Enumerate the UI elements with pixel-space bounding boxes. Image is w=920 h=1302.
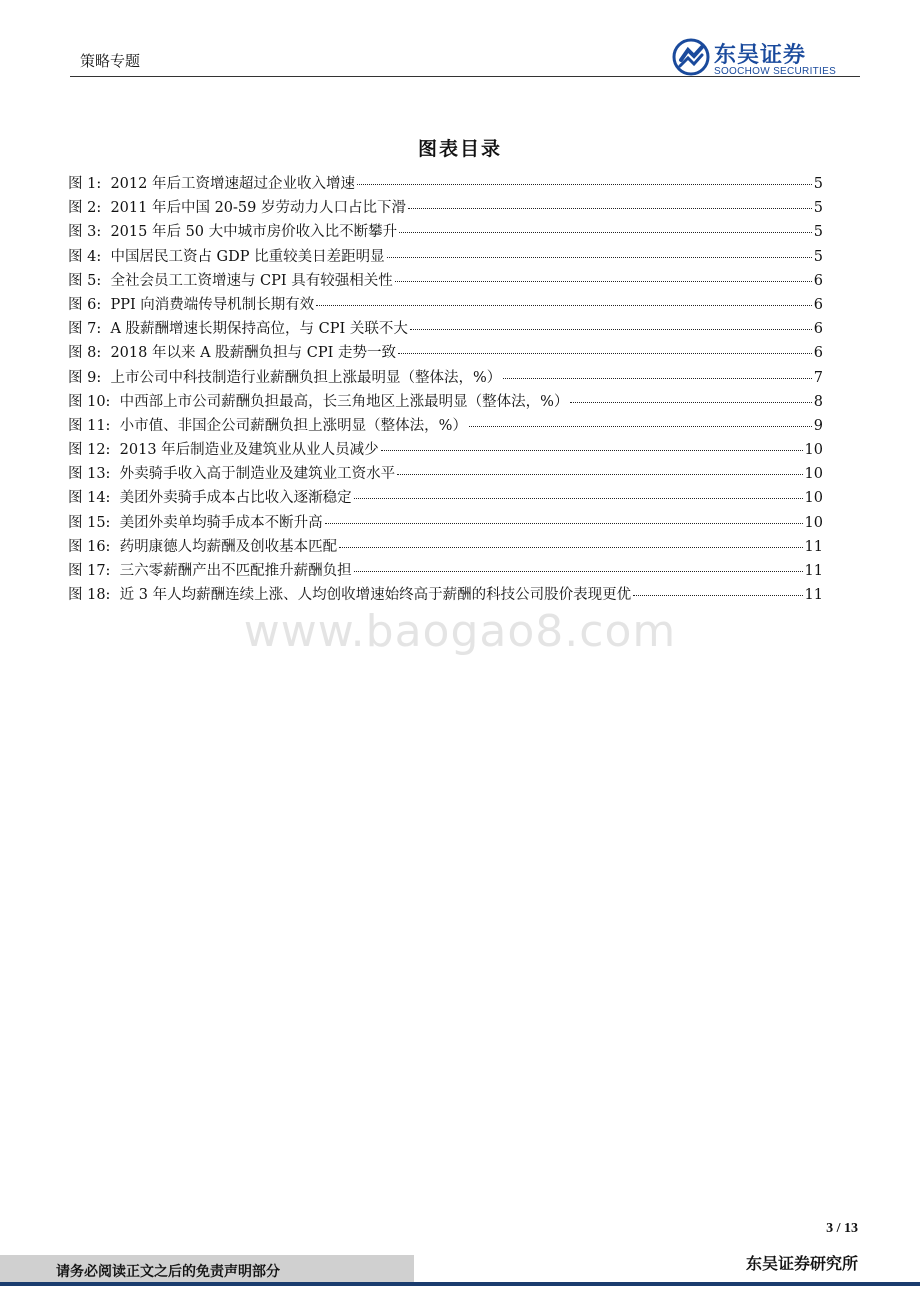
toc-entry[interactable] [68,414,823,438]
toc-entry-figure-number: 图 8: [68,345,102,362]
toc-entry-leader [395,281,812,282]
toc-entry-page: 8 [813,393,823,410]
toc-entry-figure-number: 图 9: [68,369,102,386]
toc-entry-leader [316,305,811,306]
toc-entry-leader [381,450,803,451]
logo-name-en: SOOCHOW SECURITIES [714,66,837,77]
toc-entry-page: 6 [813,296,823,313]
toc-entry[interactable] [68,535,823,559]
toc-entry-figure-number: 图 17: [68,563,111,579]
toc-entry-figure-number: 图 18: [68,587,111,604]
toc-entry[interactable] [68,341,823,365]
toc-entry-figure-number: 图 5: [68,272,102,289]
toc-entry-label: 2015 年后 50 大中城市房价收入比不断攀升 [110,224,398,241]
toc-entry-page: 10 [804,514,823,531]
toc-entry-label: PPI 向消费端传导机制长期有效 [110,296,315,313]
toc-entry-figure-number: 图 7: [68,321,102,338]
toc-entry-figure-number: 图 3: [68,224,102,241]
section-label: 策略专题 [80,52,141,70]
toc-title: 图表目录 [417,138,502,160]
toc-entry[interactable] [68,486,823,510]
toc-entry-page: 7 [813,369,823,386]
toc-entry-figure-number: 图 16: [68,538,111,555]
toc-entry[interactable] [68,245,823,269]
toc-entry-label: 中西部上市公司薪酬负担最高，长三角地区上涨最明显（整体法，%） [119,393,569,410]
toc-entry-leader [469,426,812,427]
toc-entry[interactable] [68,293,823,317]
toc-entry-label: 外卖骑手收入高于制造业及建筑业工资水平 [119,466,396,483]
toc-entry-label: 近 3 年人均薪酬连续上涨、人均创收增速始终高于薪酬的科技公司股价表现更优 [119,587,632,604]
toc-entry-page: 10 [804,466,823,483]
footer-disclaimer: 请务必阅读正文之后的免责声明部分 [56,1264,280,1280]
toc-entry[interactable] [68,583,823,607]
toc-entry-leader [397,474,802,475]
logo-mark-icon [672,38,710,76]
toc-entry-label: 美团外卖单均骑手成本不断升高 [119,514,323,531]
toc-entry-page: 10 [804,442,823,459]
toc-entry[interactable] [68,390,823,414]
toc-entry-leader [387,257,812,258]
toc-entry-leader [357,184,812,185]
toc-entry-figure-number: 图 12: [68,442,111,459]
toc-entry-leader [503,378,812,379]
toc-entry-figure-number: 图 13: [68,466,111,483]
toc-entry-page: 5 [813,176,823,192]
footer-institute: 东吴证券研究所 [745,1254,858,1273]
toc-entry-page: 6 [813,345,823,362]
toc-entry[interactable] [68,462,823,486]
toc-entry-leader [633,595,802,596]
toc-entry-label: 2011 年后中国 20-59 岁劳动力人口占比下滑 [110,200,406,217]
toc-entry-figure-number: 图 11: [68,417,111,434]
toc-entry-label: 上市公司中科技制造行业薪酬负担上涨最明显（整体法，%） [110,369,502,386]
toc-entry-page: 6 [813,272,823,289]
toc-entry[interactable] [68,511,823,535]
toc-entry-label: 2018 年以来 A 股薪酬负担与 CPI 走势一致 [110,345,396,362]
toc-entry-page: 5 [813,248,823,265]
footer-divider [0,1282,920,1286]
toc-entry-label: 美团外卖骑手成本占比收入逐渐稳定 [119,490,352,507]
toc-entry-label: 2013 年后制造业及建筑业从业人员减少 [119,442,379,459]
toc-entry-label: 全社会员工工资增速与 CPI 具有较强相关性 [110,272,393,289]
toc-entry-page: 5 [813,200,823,217]
toc-entry-leader [398,353,812,354]
header-divider [70,76,860,77]
toc-entry-page: 5 [813,224,823,241]
toc-entry[interactable] [68,559,823,583]
toc-entry-leader [339,547,802,548]
toc-entry-leader [410,329,812,330]
toc-entry[interactable] [68,438,823,462]
toc-entry-page: 10 [804,490,823,507]
logo-name-cn: 东吴证券 [714,43,807,68]
toc-entry-page: 11 [804,587,823,604]
toc-entry-leader [354,498,803,499]
toc-entry[interactable] [68,172,823,196]
toc-entry[interactable] [68,269,823,293]
toc-entry-figure-number: 图 1: [68,176,102,192]
toc-entry-figure-number: 图 10: [68,393,111,410]
toc-entry[interactable] [68,196,823,220]
company-logo [672,38,862,78]
toc-entry-page: 11 [804,538,823,555]
toc-entry-figure-number: 图 2: [68,200,102,217]
toc-entry-label: 药明康德人均薪酬及创收基本匹配 [119,538,338,555]
toc-list [68,172,823,607]
toc-entry[interactable] [68,220,823,244]
toc-entry-page: 11 [804,563,823,579]
toc-entry-leader [354,571,803,572]
toc-entry-leader [399,232,812,233]
toc-entry-label: 小市值、非国企公司薪酬负担上涨明显（整体法，%） [119,417,467,434]
page-number: 3 / 13 [826,1221,858,1236]
toc-entry-leader [325,523,803,524]
toc-entry-label: 中国居民工资占 GDP 比重较美日差距明显 [110,248,385,265]
toc-entry-leader [408,208,812,209]
toc-entry-page: 9 [813,417,823,434]
toc-entry-figure-number: 图 14: [68,490,111,507]
toc-entry-figure-number: 图 6: [68,296,102,313]
footer-disclaimer-bar [0,1255,414,1285]
toc-entry-page: 6 [813,321,823,338]
toc-entry-figure-number: 图 4: [68,248,102,265]
toc-entry-label: 三六零薪酬产出不匹配推升薪酬负担 [119,563,352,579]
toc-entry[interactable] [68,317,823,341]
toc-entry-label: 2012 年后工资增速超过企业收入增速 [110,176,355,192]
watermark: www.baogao8.com [243,606,677,657]
toc-entry-label: A 股薪酬增速长期保持高位，与 CPI 关联不大 [110,321,408,338]
toc-entry[interactable] [68,366,823,390]
toc-entry-leader [570,402,811,403]
toc-entry-figure-number: 图 15: [68,514,111,531]
